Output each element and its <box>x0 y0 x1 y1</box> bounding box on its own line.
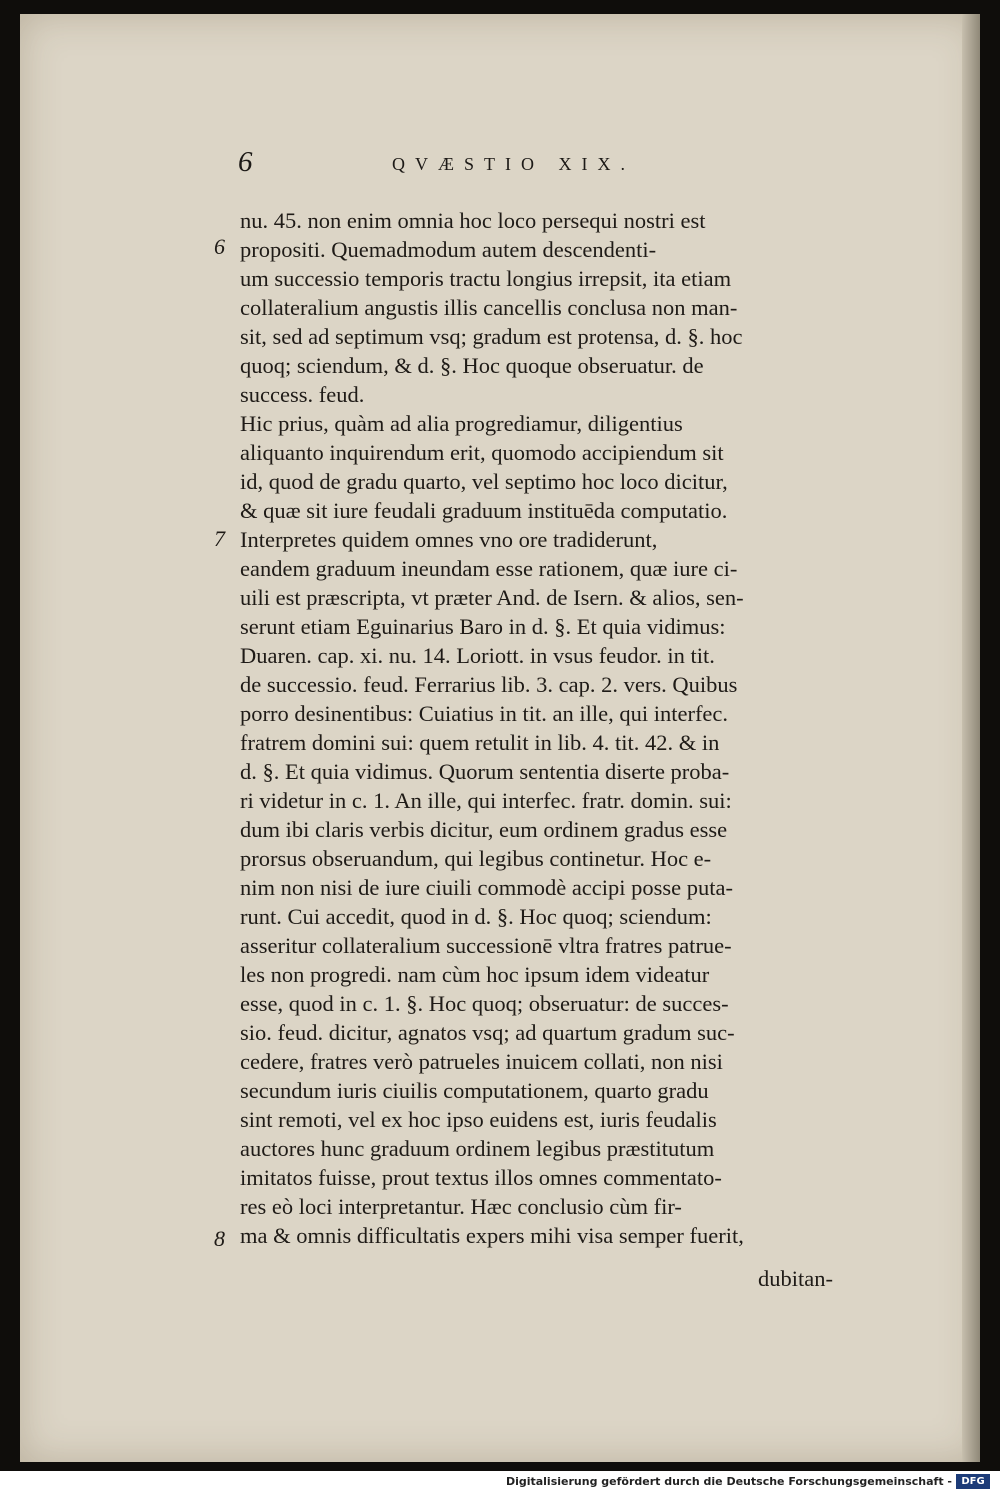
text-line: success. feud. <box>240 382 365 407</box>
text-line: esse, quod in c. 1. §. Hoc quoq; obseruatur: de succes- <box>240 991 729 1016</box>
text-line: propositi. Quemadmodum autem descendenti- <box>240 237 657 262</box>
text-line: um successio temporis tractu longius irrepsit, ita etiam <box>240 266 732 291</box>
footer-bar <box>0 1471 1000 1493</box>
text-line: prorsus obseruandum, qui legibus continetur. Hoc e- <box>240 846 712 871</box>
text-line: Hic prius, quàm ad alia progrediamur, diligentius <box>240 411 683 436</box>
text-line: eandem graduum ineundam esse rationem, quæ iure ci- <box>240 556 738 581</box>
text-line: imitatos fuisse, prout textus illos omnes commentato- <box>240 1165 722 1190</box>
text-line: nim non nisi de iure ciuili commodè accipi posse puta- <box>240 875 734 900</box>
text-line: serunt etiam Eguinarius Baro in d. §. Et quia vidimus: <box>240 614 726 639</box>
text-line: collateralium angustis illis cancellis conclusa non man- <box>240 295 738 320</box>
text-line: quoq; sciendum, & d. §. Hoc quoque obseruatur. de <box>240 353 704 378</box>
text-line: Interpretes quidem omnes vno ore tradiderunt, <box>240 527 658 552</box>
text-line: de successio. feud. Ferrarius lib. 3. cap. 2. vers. Quibus <box>240 672 738 697</box>
text-line: ma & omnis difficultatis expers mihi visa semper fuerit, <box>240 1223 744 1248</box>
dfg-logo-icon: DFG <box>956 1474 990 1489</box>
running-head <box>20 146 980 186</box>
page-edge <box>962 14 980 1462</box>
text-line: auctores hunc graduum ordinem legibus præstitutum <box>240 1136 715 1161</box>
text-line: aliquanto inquirendum erit, quomodo accipiendum sit <box>240 440 724 465</box>
text-line: Duaren. cap. xi. nu. 14. Loriott. in vsus feudor. in tit. <box>240 643 715 668</box>
margin-number: 8 <box>214 1226 225 1251</box>
text-line: sio. feud. dicitur, agnatos vsq; ad quartum gradum suc- <box>240 1020 735 1045</box>
page-number: 6 <box>238 146 253 178</box>
text-line: ri videtur in c. 1. An ille, qui interfec. fratr. domin. sui: <box>240 788 732 813</box>
text-line: asseritur collateralium successionē vltra fratres patrue- <box>240 933 732 958</box>
text-line: dum ibi claris verbis dicitur, eum ordinem gradus esse <box>240 817 728 842</box>
text-line: cedere, fratres verò patrueles inuicem collati, non nisi <box>240 1049 723 1074</box>
text-line: les non progredi. nam cùm hoc ipsum idem videatur <box>240 962 710 987</box>
text-line: & quæ sit iure feudali graduum instituēda computatio. <box>240 498 728 523</box>
margin-number: 7 <box>214 526 225 551</box>
text-line: d. §. Et quia vidimus. Quorum sententia diserte proba- <box>240 759 730 784</box>
book-page <box>20 14 980 1462</box>
text-line: nu. 45. non enim omnia hoc loco persequi nostri est <box>240 208 706 233</box>
text-line: runt. Cui accedit, quod in d. §. Hoc quoq; sciendum: <box>240 904 712 929</box>
text-line: id, quod de gradu quarto, vel septimo hoc loco dicitur, <box>240 469 728 494</box>
text-line: sit, sed ad septimum vsq; gradum est protensa, d. §. hoc <box>240 324 743 349</box>
text-line: sint remoti, vel ex hoc ipso euidens est, iuris feudalis <box>240 1107 717 1132</box>
catchword: dubitan- <box>758 1266 833 1291</box>
text-line: porro desinentibus: Cuiatius in tit. an ille, qui interfec. <box>240 701 729 726</box>
text-line: fratrem domini sui: quem retulit in lib. 4. tit. 42. & in <box>240 730 720 755</box>
text-line: uili est præscripta, vt præter And. de Isern. & alios, sen- <box>240 585 744 610</box>
text-line: secundum iuris ciuilis computationem, quarto gradu <box>240 1078 709 1103</box>
margin-number: 6 <box>214 234 225 259</box>
text-line: res eò loci interpretantur. Hæc conclusio cùm fir- <box>240 1194 682 1219</box>
funding-credit: Digitalisierung gefördert durch die Deutsche Forschungsgemeinschaft - <box>505 1475 952 1488</box>
running-head-title: QVÆSTIO XIX. <box>392 154 635 174</box>
